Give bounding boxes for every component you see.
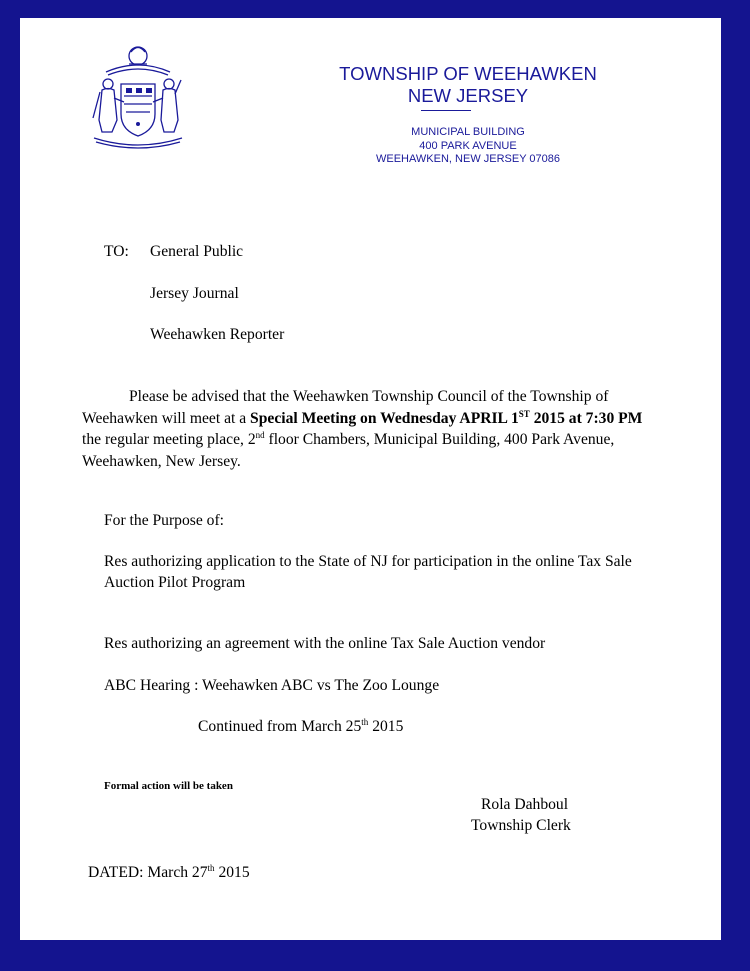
- item3-note-text: Continued from March 25: [198, 718, 362, 735]
- notice-text-1: Please be advised that the Weehawken Township Council of the Township of Weehawken will meet at a: [82, 388, 609, 427]
- address-line3: WEEHAWKEN, NEW JERSEY 07086: [376, 153, 560, 165]
- meeting-notice-paragraph: [82, 386, 654, 472]
- dated-line: [88, 864, 250, 882]
- item3-note-end: 2015: [368, 718, 404, 735]
- notice-bold-text-1: Special Meeting on Wednesday APRIL 1: [250, 409, 519, 427]
- item1-line1: Res authorizing application to the State of NJ for participation in the online Tax Sale: [104, 553, 632, 570]
- dated-text: DATED: March 27: [88, 864, 208, 881]
- letterhead-title-line2: NEW JERSEY: [407, 85, 529, 106]
- letterhead-address: [300, 126, 636, 167]
- item3-note-sup: th: [361, 717, 369, 727]
- item1-line2: Auction Pilot Program: [104, 574, 246, 591]
- item2: Res authorizing an agreement with the online Tax Sale Auction vendor: [104, 635, 546, 652]
- signature-title: Township Clerk: [471, 817, 571, 834]
- recipient-1: General Public: [150, 243, 244, 260]
- to-label: TO:: [104, 243, 129, 260]
- letterhead-title: [300, 63, 636, 107]
- letterhead-divider: [421, 110, 471, 111]
- purpose-label: For the Purpose of:: [104, 512, 224, 529]
- signature-name: Rola Dahboul: [481, 796, 569, 813]
- item3-note: [198, 718, 403, 736]
- notice-text-3: floor Chambers, Municipal Building, 400 Park Avenue, Weehawken, New Jersey.: [82, 431, 615, 470]
- notice-text-2: the regular meeting place, 2: [82, 431, 256, 448]
- item3: ABC Hearing : Weehawken ABC vs The Zoo Lounge: [104, 677, 440, 694]
- dated-sup: th: [207, 863, 215, 873]
- notice-bold-text-2: 2015 at 7:30 PM: [529, 409, 643, 427]
- notice-bold-1: [250, 410, 642, 427]
- dated-end: 2015: [214, 864, 250, 881]
- township-seal-icon: [86, 42, 190, 150]
- address-line1: MUNICIPAL BUILDING: [411, 126, 525, 138]
- address-line2: 400 PARK AVENUE: [419, 139, 517, 152]
- formal-action-note: Formal action will be taken: [104, 780, 233, 792]
- letterhead-title-line1: TOWNSHIP OF WEEHAWKEN: [339, 63, 597, 84]
- recipient-3: Weehawken Reporter: [150, 326, 285, 343]
- recipient-2: Jersey Journal: [150, 285, 239, 302]
- notice-sup-2: nd: [255, 430, 265, 440]
- notice-bold-sup: ST: [518, 408, 530, 419]
